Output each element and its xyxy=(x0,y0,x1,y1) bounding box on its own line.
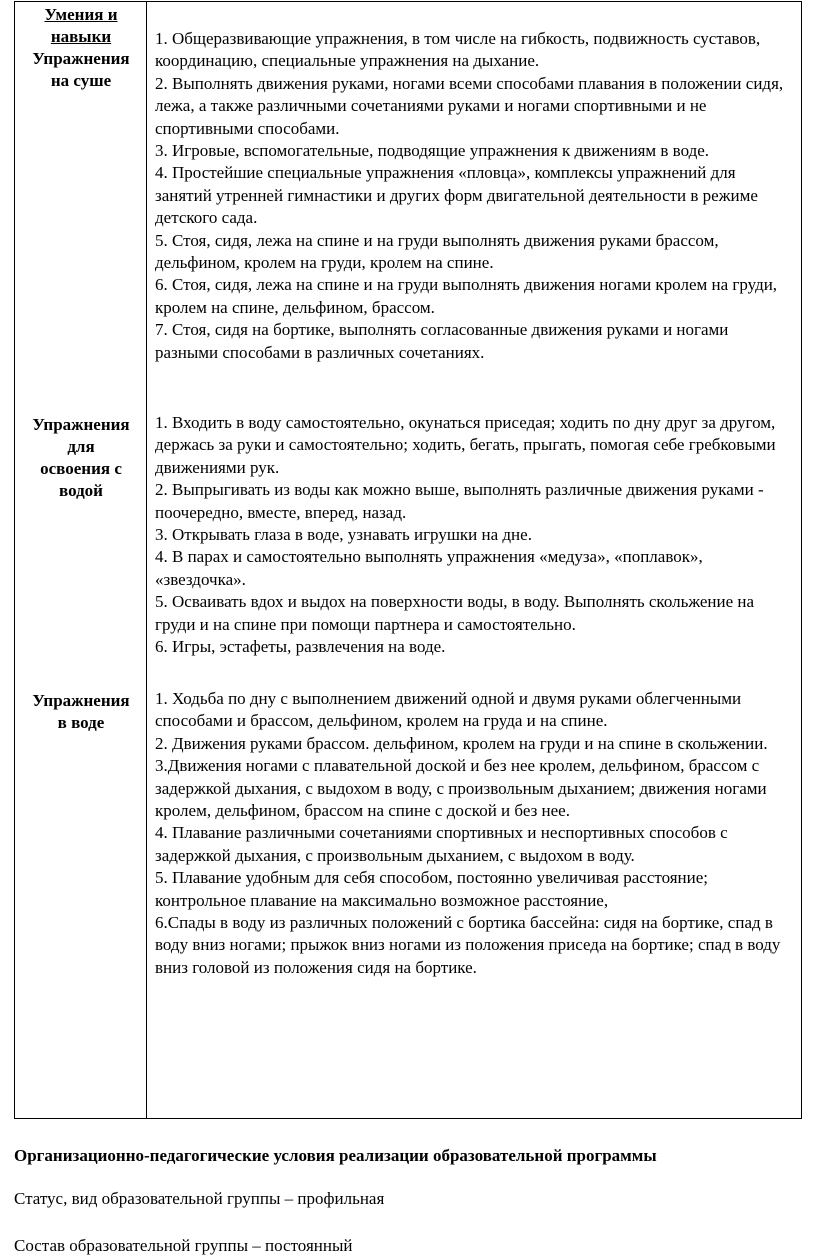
list-item: 6.Спады в воду из различных положений с бортика бассейна: сидя на бортике, спад в воду вниз ногами; прыжок вниз ногами из положения приседа на бортике; спад в воду вниз головой из положения сидя на бортике. xyxy=(155,913,781,977)
skills-column xyxy=(15,2,147,1119)
status-line: Статус, вид образовательной группы – профильная xyxy=(14,1189,385,1208)
list-item: 4. Простейшие специальные упражнения «пловца», комплексы упражнений для занятий утренней гимнастики и других форм двигательной деятельности в режиме детского сада. xyxy=(155,163,758,228)
list-item: 1. Входить в воду самостоятельно, окунаться приседая; ходить по дну друг за другом, держась за руки и самостоятельно; ходить, бегать, прыгать, помогая себе гребковыми движениями рук. xyxy=(155,413,776,477)
section-3-title-line-2: в воде xyxy=(57,713,105,732)
table-row xyxy=(15,2,802,1119)
list-item: 5. Стоя, сидя, лежа на спине и на груди выполнять движения руками брассом, дельфином, кролем на груди, кролем на спине. xyxy=(155,230,719,273)
list-item: 3. Игровые, вспомогательные, подводящие упражнения к движениям в воде. xyxy=(155,141,710,161)
list-item: 3. Открывать глаза в воде, узнавать игрушки на дне. xyxy=(155,525,532,545)
section-2-items xyxy=(155,412,795,658)
list-item: 3.Движения ногами с плавательной доской и без нее кролем, дельфином, брассом с задержкой дыхания, с выдохом в воду, с произвольным дыханием; движения ногами кролем, дельфином, брассом на спине с доской и без нее. xyxy=(155,756,767,821)
section-3-items xyxy=(155,688,795,979)
skills-table xyxy=(14,1,802,1119)
list-item: 6. Игры, эстафеты, развлечения на воде. xyxy=(155,637,446,657)
list-item: 1. Ходьба по дну с выполнением движений одной и двумя руками облегченными способами и брассом, дельфином, кролем на груда и на спине. xyxy=(155,689,742,731)
list-item: 2. Выполнять движения руками, ногами всеми способами плавания в положении сидя, лежа, а также различными сочетаниями руками и ногами спортивными и не спортивными способами. xyxy=(155,73,784,138)
list-item: 5. Осваивать вдох и выдох на поверхности воды, в воду. Выполнять скольжение на груди и на спине при помощи партнера и самостоятельно. xyxy=(155,592,755,634)
section-heading: Организационно-педагогические условия реализации образовательной программы xyxy=(14,1146,657,1165)
composition-line: Состав образовательной группы – постоянный xyxy=(14,1236,353,1255)
list-item: 1. Общеразвивающие упражнения, в том числе на гибкость, подвижность суставов, координацию, специальные упражнения на дыхание. xyxy=(155,29,761,71)
list-item: 5. Плавание удобным для себя способом, постоянно увеличивая расстояние; контрольное плавание на максимально возможное расстояние, xyxy=(155,868,709,910)
content-column xyxy=(147,2,802,1119)
section-1-title-line-1: Упражнения xyxy=(32,49,130,68)
section-2-title-line-4: водой xyxy=(59,481,103,500)
list-item: 7. Стоя, сидя на бортике, выполнять согласованные движения руками и ногами разными способами в различных сочетаниях. xyxy=(155,320,729,362)
list-item: 2. Выпрыгивать из воды как можно выше, выполнять различные движения руками - поочередно, вместе, вперед, назад. xyxy=(155,480,764,522)
section-2-title-line-2: для xyxy=(67,437,95,456)
section-1-title-line-2: на суше xyxy=(50,71,112,90)
section-2-title-line-1: Упражнения xyxy=(32,415,130,434)
header-line-2: навыки xyxy=(50,27,112,46)
section-3-title-line-1: Упражнения xyxy=(32,691,130,710)
list-item: 4. Плавание различными сочетаниями спортивных и неспортивных способов с задержкой дыхания, с произвольным дыханием, с выдохом в воду. xyxy=(155,823,728,865)
list-item: 6. Стоя, сидя, лежа на спине и на груди выполнять движения ногами кролем на груди, кролем на спине, дельфином, брассом. xyxy=(155,275,778,317)
section-2-title-line-3: освоения с xyxy=(40,459,122,478)
list-item: 2. Движения руками брассом. дельфином, кролем на груди и на спине в скольжении. xyxy=(155,733,768,753)
list-item: 4. В парах и самостоятельно выполнять упражнения «медуза», «поплавок», «звездочка». xyxy=(155,547,703,589)
section-1-items xyxy=(155,28,795,364)
header-line-1: Умения и xyxy=(44,5,118,24)
